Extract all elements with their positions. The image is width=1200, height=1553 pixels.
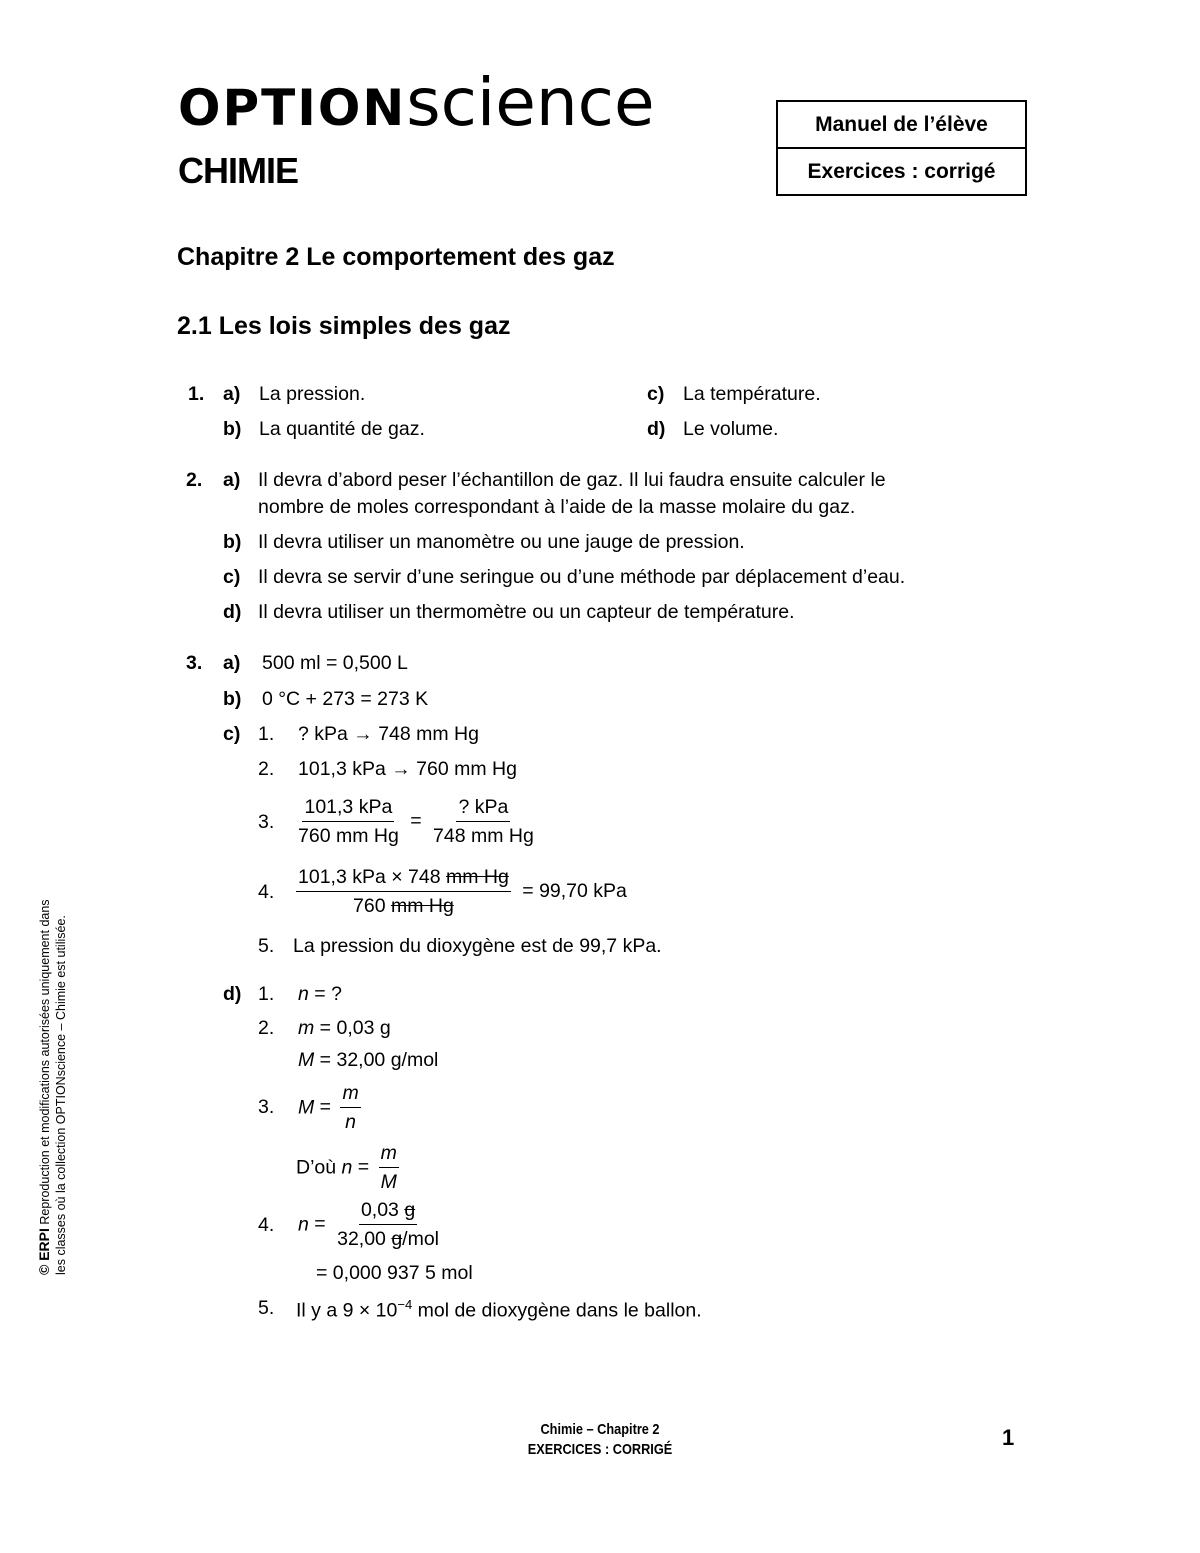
subject-title: CHIMIE bbox=[178, 150, 298, 191]
q3-d4-denominator-value: 32,00 bbox=[337, 1228, 392, 1251]
q2-a-line2: nombre de moles correspondant à l’aide de la masse molaire du gaz. bbox=[258, 496, 856, 518]
q3-d3-equation bbox=[298, 1081, 361, 1135]
q3-c3-number: 3. bbox=[258, 811, 275, 833]
q3-d3b-fraction bbox=[379, 1141, 399, 1195]
q3-d1-variable: n bbox=[298, 983, 309, 1005]
q3-d3-variable: M bbox=[298, 1096, 315, 1119]
q3-c3-left-numerator: 101,3 kPa bbox=[302, 795, 394, 822]
q3-d2-rest: = 0,03 g bbox=[314, 1017, 391, 1039]
q3-c-label: c) bbox=[223, 723, 241, 745]
q3-d4-variable: n bbox=[298, 1213, 309, 1236]
header-box bbox=[776, 100, 1027, 196]
copyright-line1: Reproduction et modifications autorisées uniquement dans bbox=[38, 899, 52, 1229]
q3-d1-rest: = ? bbox=[308, 983, 342, 1005]
q3-d4-equation bbox=[298, 1198, 441, 1252]
q3-d4-numerator-cancelled-unit: g bbox=[404, 1199, 416, 1221]
q3-d3b-numerator: m bbox=[379, 1141, 399, 1168]
q3-c4-denominator-cancelled-unit: mm Hg bbox=[390, 895, 454, 918]
q3-d5-prefix: Il y a 9 × 10 bbox=[296, 1299, 398, 1322]
q3-d4-numerator bbox=[359, 1198, 417, 1225]
q3-d5-text bbox=[296, 1297, 702, 1323]
q3-c3-right-numerator: ? kPa bbox=[456, 795, 510, 822]
q2-a-line1: Il devra d’abord peser l’échantillon de gaz. Il lui faudra ensuite calculer le bbox=[258, 469, 886, 491]
q3-d2-variable: m bbox=[298, 1017, 315, 1039]
q1-a-text: La pression. bbox=[259, 383, 366, 405]
q3-d2-text bbox=[298, 1017, 391, 1040]
chapter-title: Chapitre 2 Le comportement des gaz bbox=[177, 243, 615, 271]
q3-d5-exponent: −4 bbox=[397, 1297, 413, 1312]
q3-b-text: 0 °C + 273 = 273 K bbox=[262, 688, 429, 710]
q3-c4-numerator bbox=[296, 865, 511, 892]
q3-d2b-rest: = 32,00 g/mol bbox=[314, 1049, 439, 1071]
q1-d-label: d) bbox=[647, 418, 666, 440]
q3-d3-numerator: m bbox=[340, 1081, 360, 1108]
q3-a-text: 500 ml = 0,500 L bbox=[262, 652, 408, 674]
q3-c4-numerator-value: 101,3 kPa × 748 bbox=[298, 866, 446, 888]
q3-d3-number: 3. bbox=[258, 1096, 275, 1118]
q1-c-label: c) bbox=[647, 383, 665, 405]
q3-c2-number: 2. bbox=[258, 758, 275, 780]
q1-b-label: b) bbox=[223, 418, 242, 440]
q2-c-label: c) bbox=[223, 566, 241, 588]
q2-b-label: b) bbox=[223, 531, 242, 553]
q3-d4-equals: = bbox=[308, 1213, 326, 1236]
q3-d3b-variable: n bbox=[341, 1156, 353, 1179]
q3-c3-right-fraction bbox=[431, 795, 536, 849]
q3-d2b-text bbox=[298, 1049, 438, 1072]
q3-number: 3. bbox=[186, 652, 203, 674]
section-title: 2.1 Les lois simples des gaz bbox=[177, 312, 511, 340]
logo-bold-text: OPTION bbox=[178, 79, 407, 137]
q3-d4-denominator-cancelled-unit: g bbox=[391, 1228, 403, 1251]
q3-d3b-prefix: D’où bbox=[296, 1156, 342, 1179]
q3-c1-text: ? kPa → 748 mm Hg bbox=[298, 723, 479, 745]
q3-c4-denominator bbox=[351, 892, 456, 918]
q3-d2b-variable: M bbox=[298, 1049, 315, 1071]
q3-d4-fraction bbox=[335, 1198, 441, 1252]
q1-number: 1. bbox=[188, 383, 205, 405]
footer bbox=[90, 1420, 1110, 1460]
q2-c-text: Il devra se servir d’une seringue ou d’une méthode par déplacement d’eau. bbox=[258, 566, 906, 588]
q1-a-label: a) bbox=[223, 383, 241, 405]
q2-b-text: Il devra utiliser un manomètre ou une jauge de pression. bbox=[258, 531, 745, 553]
q3-c5-text: La pression du dioxygène est de 99,7 kPa. bbox=[293, 935, 662, 957]
q2-d-label: d) bbox=[223, 601, 242, 623]
q1-d-text: Le volume. bbox=[683, 418, 779, 440]
q3-c3-left-denominator: 760 mm Hg bbox=[298, 825, 399, 848]
q3-c4-fraction bbox=[296, 865, 511, 919]
q3-d4-denominator bbox=[335, 1225, 441, 1251]
q3-d4b-text: = 0,000 937 5 mol bbox=[316, 1262, 473, 1284]
q3-d5-number: 5. bbox=[258, 1297, 275, 1319]
page-number: 1 bbox=[1002, 1425, 1015, 1450]
copyright-text bbox=[36, 899, 69, 1275]
q3-c5-number: 5. bbox=[258, 935, 275, 957]
q3-c4-result: = 99,70 kPa bbox=[522, 880, 627, 903]
q3-c4-number: 4. bbox=[258, 881, 275, 903]
q2-a-label: a) bbox=[223, 469, 241, 491]
footer-line2: EXERCICES : CORRIGÉ bbox=[527, 1441, 673, 1458]
q3-d2-number: 2. bbox=[258, 1017, 275, 1039]
q3-d4-denominator-unit: /mol bbox=[402, 1228, 440, 1251]
q3-d-label: d) bbox=[223, 983, 242, 1005]
q3-d3-fraction bbox=[340, 1081, 360, 1135]
brand-logo bbox=[178, 64, 655, 141]
q3-c1-number: 1. bbox=[258, 723, 275, 745]
header-box-bottom: Exercices : corrigé bbox=[778, 147, 1025, 194]
logo-light-text: science bbox=[406, 64, 655, 141]
copyright-sidebar bbox=[0, 0, 68, 1275]
q3-d4-numerator-value: 0,03 bbox=[360, 1199, 405, 1221]
q3-d4-number: 4. bbox=[258, 1214, 275, 1236]
q3-c4-numerator-cancelled-unit: mm Hg bbox=[446, 866, 509, 888]
q3-c4-denominator-value: 760 bbox=[353, 895, 391, 918]
q3-d3-equals: = bbox=[314, 1096, 332, 1119]
q3-d3b-denominator: M bbox=[380, 1171, 397, 1194]
q3-d1-number: 1. bbox=[258, 983, 275, 1005]
footer-line1: Chimie – Chapitre 2 bbox=[540, 1421, 660, 1438]
q3-c3-left-fraction bbox=[296, 795, 401, 849]
q2-number: 2. bbox=[186, 469, 203, 491]
q3-d3-denominator: n bbox=[345, 1111, 357, 1134]
q2-d-text: Il devra utiliser un thermomètre ou un capteur de température. bbox=[258, 601, 795, 623]
q1-b-text: La quantité de gaz. bbox=[259, 418, 425, 440]
q3-d3b-equation bbox=[296, 1141, 399, 1195]
copyright-erpi: © ERPI bbox=[36, 1228, 52, 1275]
q3-d3b-equals: = bbox=[352, 1156, 370, 1179]
header-box-top: Manuel de l’élève bbox=[815, 112, 988, 136]
q3-b-label: b) bbox=[223, 688, 242, 710]
q3-c4-equation bbox=[296, 865, 627, 919]
copyright-line2: les classes où la collection OPTIONscience – Chimie est utilisée. bbox=[54, 915, 68, 1275]
q3-d1-text bbox=[298, 983, 342, 1006]
q3-d5-suffix: mol de dioxygène dans le ballon. bbox=[412, 1299, 702, 1322]
q3-c3-right-denominator: 748 mm Hg bbox=[433, 825, 534, 848]
q3-c3-equation bbox=[296, 795, 536, 849]
q1-c-text: La température. bbox=[683, 383, 821, 405]
q3-c3-equals: = bbox=[410, 810, 422, 833]
q3-a-label: a) bbox=[223, 652, 241, 674]
q3-c2-text: 101,3 kPa → 760 mm Hg bbox=[298, 758, 517, 780]
